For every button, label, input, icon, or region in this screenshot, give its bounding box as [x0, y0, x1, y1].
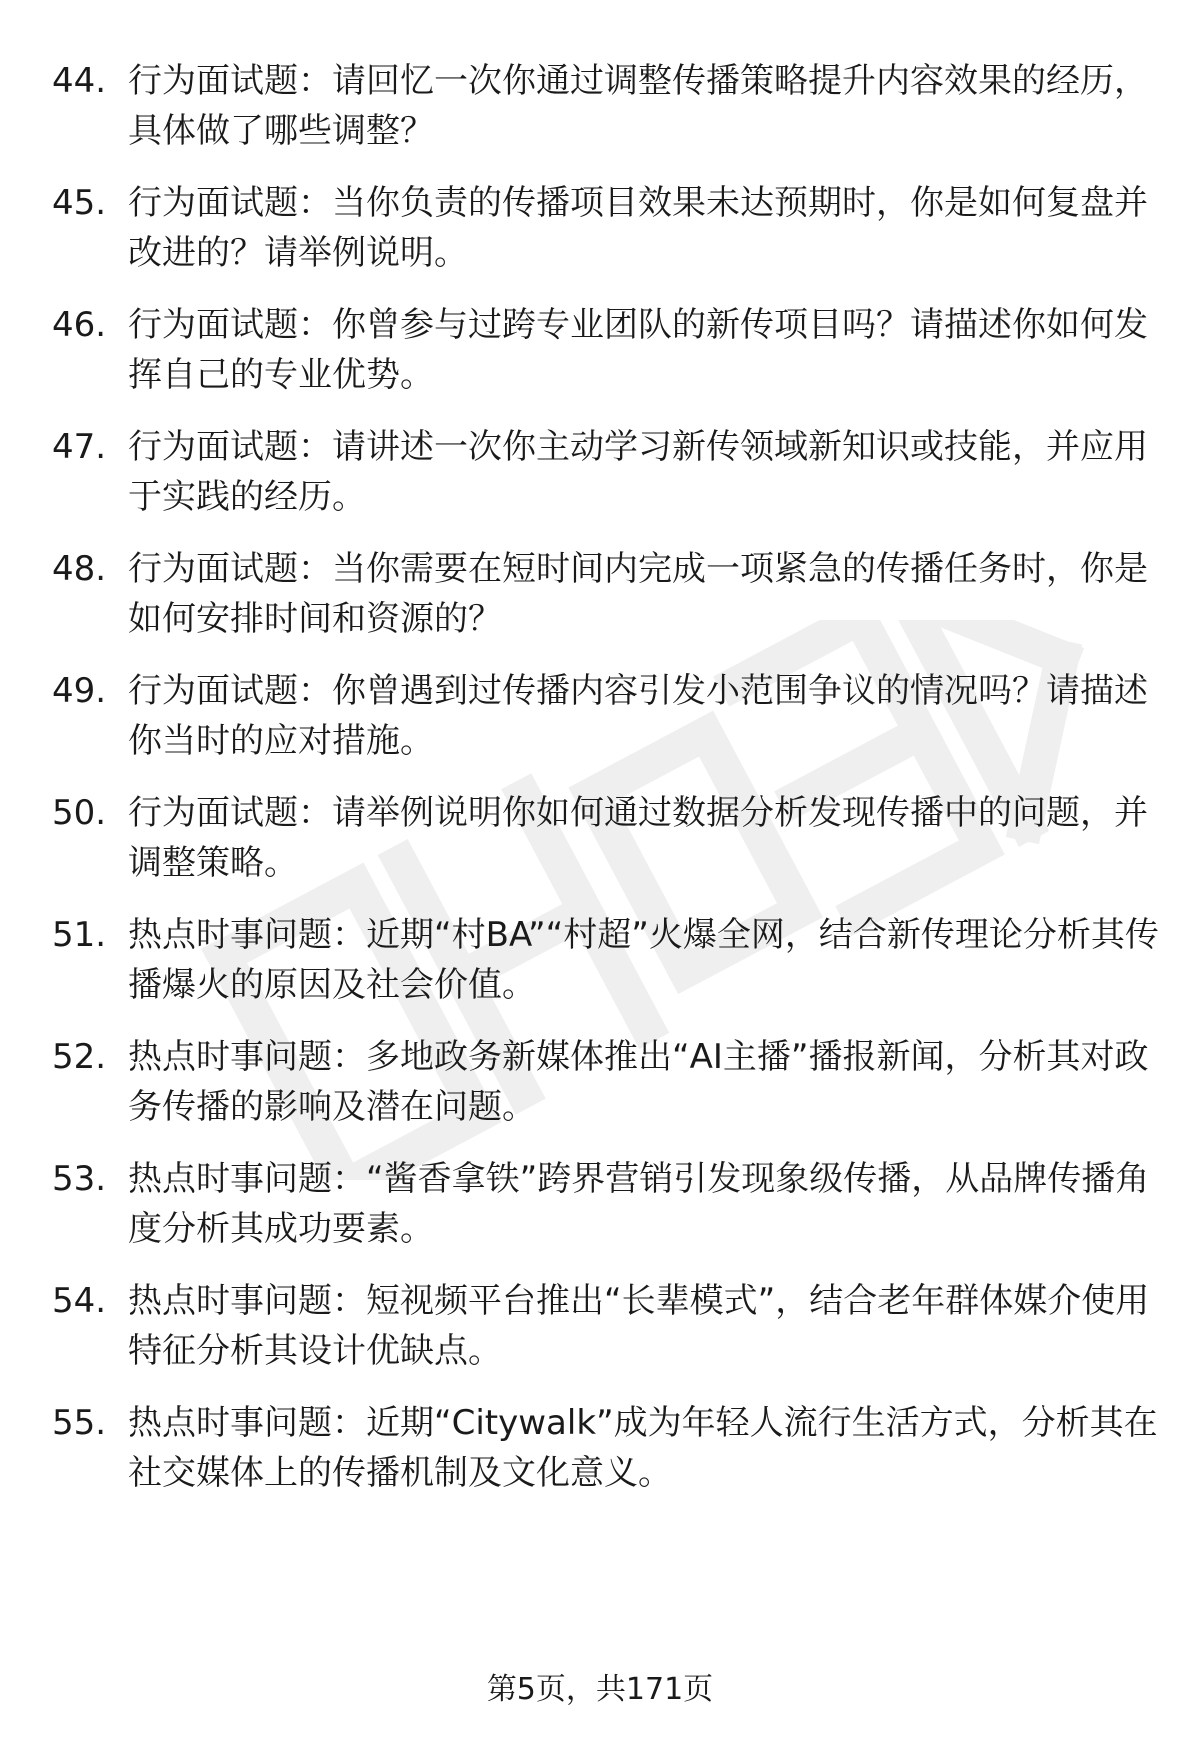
page-number: 第5页，共171页 — [486, 1672, 714, 1707]
question-number: 53. — [52, 1159, 107, 1199]
question-text: 行为面试题：请讲述一次你主动学习新传领域新知识或技能，并应用于实践的经历。 — [128, 427, 1148, 517]
question-number: 47. — [52, 427, 107, 467]
question-number: 49. — [52, 671, 107, 711]
question-text: 行为面试题：请回忆一次你通过调整传播策略提升内容效果的经历，具体做了哪些调整？ — [128, 61, 1148, 151]
question-text: 热点时事问题：近期“Citywalk”成为年轻人流行生活方式，分析其在社交媒体上的传播机制及文化意义。 — [128, 1403, 1158, 1493]
question-text: 热点时事问题：近期“村BA”“村超”火爆全网，结合新传理论分析其传播爆火的原因及社会价值。 — [128, 915, 1159, 1005]
question-text: 行为面试题：当你负责的传播项目效果未达预期时，你是如何复盘并改进的？请举例说明。 — [128, 183, 1148, 273]
question-number: 48. — [52, 549, 107, 589]
question-number: 52. — [52, 1037, 107, 1077]
question-number: 44. — [52, 61, 107, 101]
question-text: 行为面试题：你曾遇到过传播内容引发小范围争议的情况吗？请描述你当时的应对措施。 — [128, 671, 1148, 761]
question-text: 热点时事问题：“酱香拿铁”跨界营销引发现象级传播，从品牌传播角度分析其成功要素。 — [128, 1159, 1150, 1249]
question-text: 热点时事问题：多地政务新媒体推出“AI主播”播报新闻，分析其对政务传播的影响及潜在问题。 — [128, 1037, 1149, 1127]
question-number: 55. — [52, 1403, 107, 1443]
question-number: 54. — [52, 1281, 107, 1321]
question-text: 行为面试题：请举例说明你如何通过数据分析发现传播中的问题，并调整策略。 — [128, 793, 1148, 883]
question-text: 热点时事问题：短视频平台推出“长辈模式”，结合老年群体媒介使用特征分析其设计优缺点。 — [128, 1281, 1150, 1371]
question-text: 行为面试题：你曾参与过跨专业团队的新传项目吗？请描述你如何发挥自己的专业优势。 — [128, 305, 1148, 395]
question-number: 51. — [52, 915, 107, 955]
question-number: 50. — [52, 793, 107, 833]
question-text: 行为面试题：当你需要在短时间内完成一项紧急的传播任务时，你是如何安排时间和资源的？ — [128, 549, 1148, 639]
question-number: 46. — [52, 305, 107, 345]
question-number: 45. — [52, 183, 107, 223]
